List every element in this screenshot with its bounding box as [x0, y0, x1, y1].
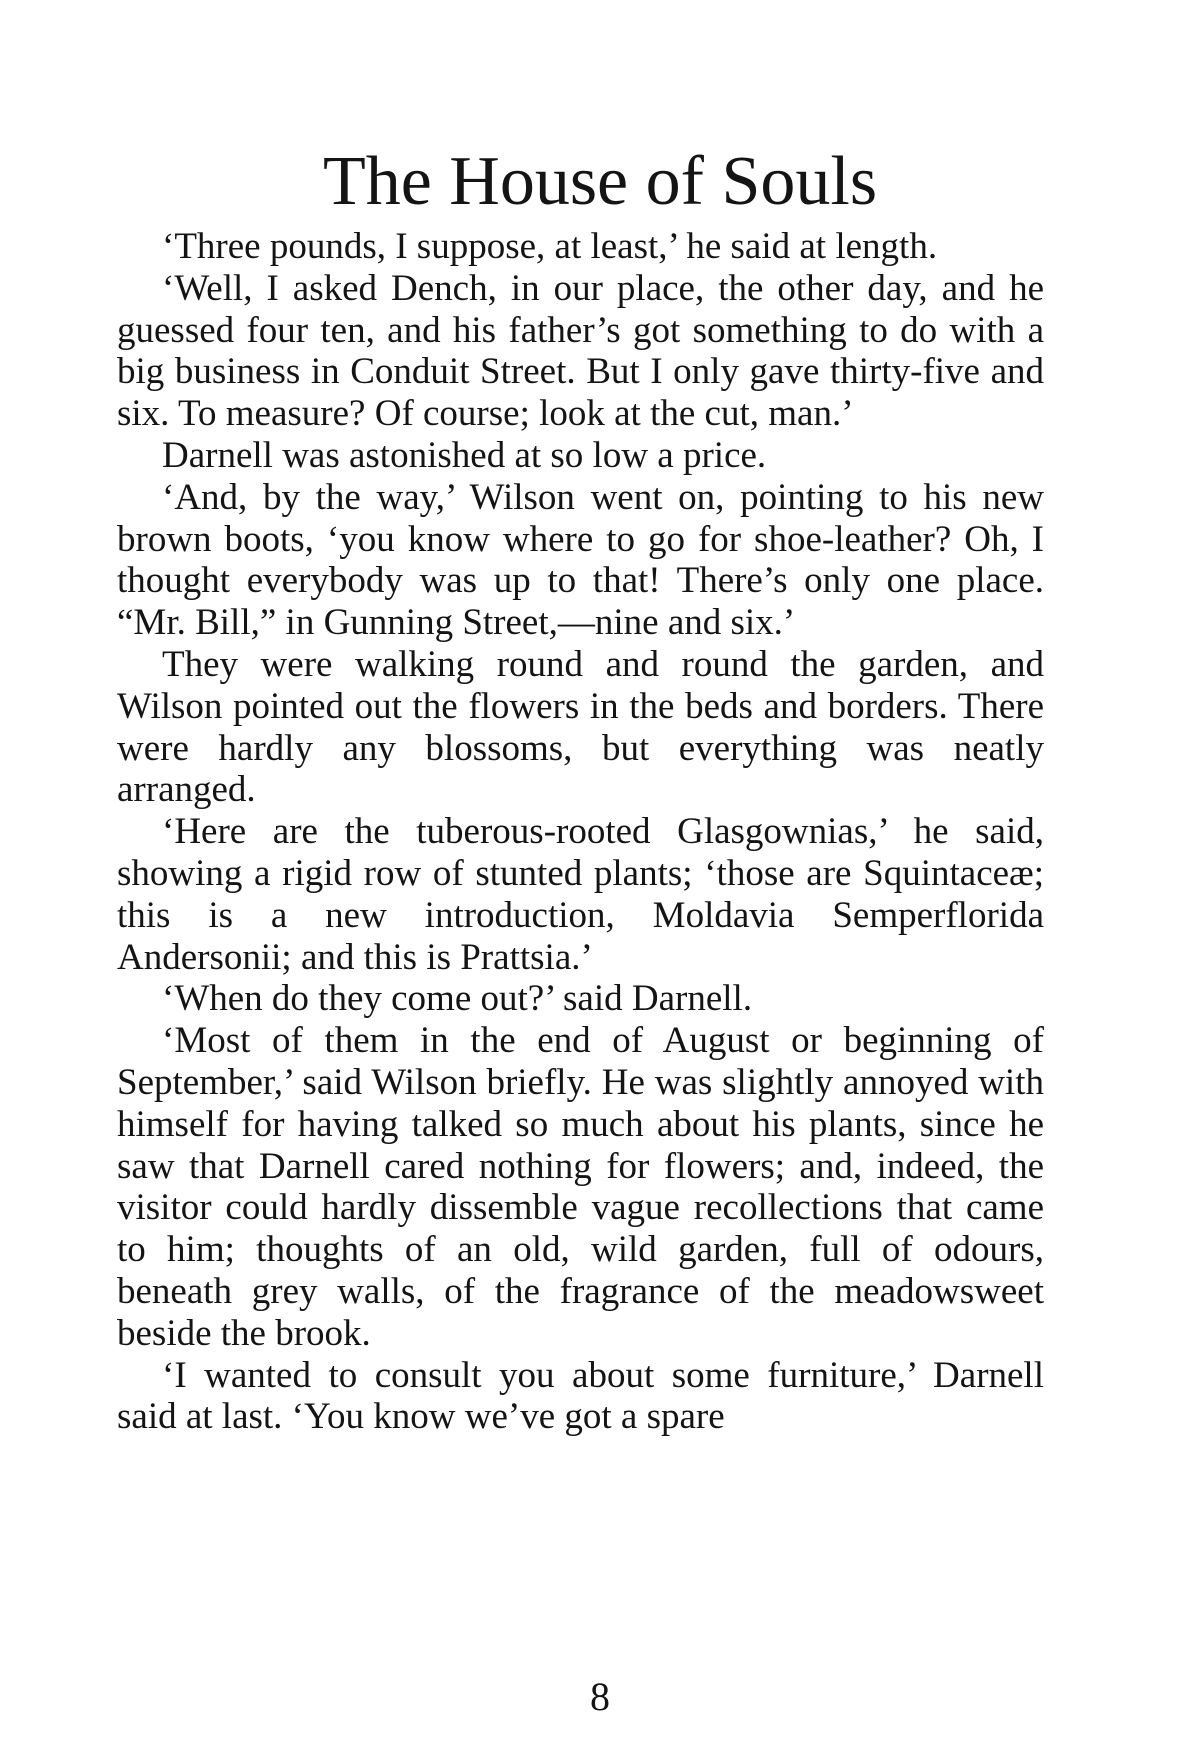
paragraph: ‘Well, I asked Dench, in our place, the other day, and he guessed four ten, and his father’s got something to do with a big business in Conduit Street. But I only gave thirty-five and six. To measure? Of course; look at the cut, man.’ — [117, 267, 1044, 435]
paragraph: Darnell was astonished at so low a price. — [162, 434, 767, 476]
paragraph: ‘Most of them in the end of August or beginning of September,’ said Wilson briefly. He was slightly annoyed with himself for having talked so much about his plants, since he saw that Darnell cared nothing for flowers; and, indeed, the visitor could hardly dissemble vague recollections that came to him; thoughts of an old, wild garden, full of odours, beneath grey walls, of the fragrance of the meadowsweet beside the brook. — [117, 1020, 1044, 1354]
page-number: 8 — [590, 1674, 610, 1719]
body-text — [117, 226, 1044, 1438]
paragraph: ‘I wanted to consult you about some furniture,’ Darnell said at last. ‘You know we’ve got a spare — [117, 1354, 1044, 1438]
paragraph: They were walking round and round the garden, and Wilson pointed out the flowers in the beds and borders. There were hardly any blossoms, but everything was neatly arranged. — [117, 643, 1044, 811]
paragraph: ‘Here are the tuberous-rooted Glasgownias,’ he said, showing a rigid row of stunted plants; ‘those are Squintaceæ; this is a new introduction, Moldavia Semperflorida Andersonii; and this is Prattsia.’ — [117, 811, 1044, 978]
paragraph: ‘Three pounds, I suppose, at least,’ he said at length. — [162, 226, 938, 267]
paragraph: ‘When do they come out?’ said Darnell. — [162, 978, 753, 1020]
paragraph: ‘And, by the way,’ Wilson went on, pointing to his new brown boots, ‘you know where to go for shoe-leather? Oh, I thought everybody was up to that! There’s only one place. “Mr. Bill,” in Gunning Street,—nine and six.’ — [117, 476, 1044, 644]
running-head: The House of Souls — [322, 143, 878, 220]
